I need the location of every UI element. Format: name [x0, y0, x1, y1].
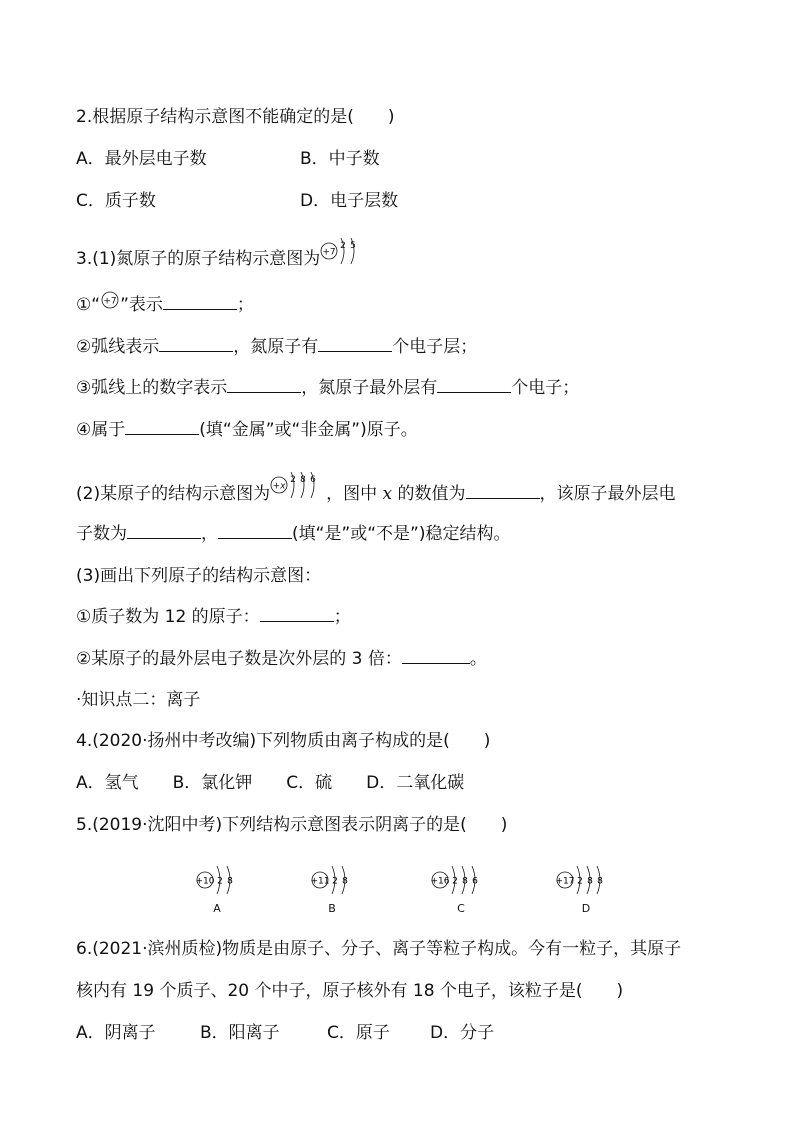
text: 子数为	[76, 524, 127, 544]
question-4-stem: 4.(2020·扬州中考改编)下列物质由离子构成的是( )	[76, 731, 491, 751]
q6-option-a: A．阴离子	[76, 1023, 156, 1043]
q3-part1-intro	[76, 241, 366, 271]
nucleus-charge: +17	[555, 876, 575, 887]
text: ”表示	[120, 295, 163, 315]
q3-part3-stem: (3)画出下列原子的结构示意图：	[76, 566, 322, 586]
text: (填“是”或“不是”)稳定结构。	[292, 524, 511, 544]
text: ，	[201, 524, 218, 544]
text: ，图中	[326, 484, 378, 504]
nitrogen-atom-diagram	[320, 235, 366, 269]
q3-item-1	[76, 293, 254, 317]
shell-electrons: 8	[597, 876, 603, 887]
text: 的数值为	[397, 484, 466, 504]
shell-electrons: 2	[340, 241, 347, 251]
question-2-stem: 2.根据原子结构示意图不能确定的是( )	[76, 107, 395, 127]
text: 。	[469, 649, 487, 669]
answer-blank[interactable]	[125, 418, 199, 435]
answer-blank[interactable]	[159, 335, 233, 352]
text: ；	[333, 607, 351, 627]
q3-part3-item-2	[76, 647, 487, 671]
shell-electrons: 2	[452, 876, 458, 887]
shell-electrons: 6	[472, 876, 478, 887]
q6-option-d: D．分子	[430, 1023, 495, 1043]
text: 个电子层；	[392, 337, 478, 357]
shell-electrons: 8	[462, 876, 468, 887]
shell-electrons: 2	[217, 876, 223, 887]
text: ①质子数为 12 的原子：	[76, 607, 260, 627]
nucleus-charge: +x	[272, 481, 286, 492]
text: ；	[236, 295, 254, 315]
variable-x: x	[382, 484, 393, 504]
shell-electrons: 2	[332, 876, 338, 887]
q6-option-b: B．阳离子	[200, 1023, 280, 1043]
shell-electrons: 8	[587, 876, 593, 887]
text: ①“	[76, 295, 101, 315]
diagram-c	[431, 866, 479, 915]
answer-blank[interactable]	[318, 335, 392, 352]
shell-electrons: 8	[227, 876, 233, 887]
q2-option-a: A．最外层电子数	[76, 149, 207, 169]
answer-blank[interactable]	[227, 376, 301, 393]
q3-item-2	[76, 335, 477, 359]
text: 个电子；	[511, 378, 580, 398]
question-6-line1: 6.(2021·滨州质检)物质是由原子、分子、离子等粒子构成。今有一粒子，其原子	[76, 939, 682, 959]
q6-option-c: C．原子	[327, 1023, 390, 1043]
diagram-b	[311, 866, 349, 915]
shell-electrons: 2	[290, 475, 296, 485]
nucleus-charge: +7	[103, 296, 117, 307]
diagram-d	[556, 866, 604, 915]
answer-blank[interactable]	[127, 522, 201, 539]
q5-diagrams	[180, 852, 620, 918]
q4-options: A．氢气 B．氯化钾 C．硫 D．二氧化碳	[76, 773, 465, 793]
nucleus-charge: +11	[310, 876, 330, 887]
q3-part2-line1	[76, 475, 676, 506]
nucleus-symbol	[100, 290, 120, 310]
q2-option-b: B．中子数	[300, 149, 380, 169]
shell-electrons: 6	[310, 475, 316, 485]
diagram-label: D	[581, 902, 591, 915]
diagram-label: B	[328, 902, 336, 915]
shell-electrons: 8	[300, 475, 306, 485]
answer-blank[interactable]	[466, 482, 540, 499]
shell-electrons: 2	[577, 876, 583, 887]
answer-blank[interactable]	[218, 522, 292, 539]
answer-blank[interactable]	[402, 647, 470, 664]
diagram-label: C	[457, 902, 465, 915]
answer-blank[interactable]	[260, 605, 334, 622]
q3-part2-line2	[76, 522, 511, 546]
answer-blank[interactable]	[163, 293, 237, 310]
q3-item-3	[76, 376, 579, 400]
q3-part1-text: 3.(1)氮原子的原子结构示意图为	[76, 249, 321, 269]
text: ②某原子的最外层电子数是次外层的 3 倍：	[76, 649, 402, 669]
text: ④属于	[76, 420, 126, 440]
text: (2)某原子的结构示意图为	[76, 484, 271, 504]
answer-blank[interactable]	[437, 376, 511, 393]
q2-option-d: D．电子层数	[300, 191, 399, 211]
question-5-stem: 5.(2019·沈阳中考)下列结构示意图表示阴离子的是( )	[76, 815, 508, 835]
q2-option-c: C．质子数	[76, 191, 156, 211]
q3-item-4	[76, 418, 418, 442]
diagram-label: A	[213, 902, 221, 915]
text: ，氮原子有	[233, 337, 319, 357]
diagram-a	[196, 866, 234, 915]
unknown-atom-diagram	[270, 469, 326, 503]
nucleus-charge: +7	[322, 247, 336, 258]
text: ③弧线上的数字表示	[76, 378, 228, 398]
text: ，该原子最外层电	[539, 484, 676, 504]
section-heading: ·知识点二：离子	[76, 690, 201, 710]
nucleus-charge: +16	[430, 876, 450, 887]
shell-electrons: 8	[342, 876, 348, 887]
text: ，氮原子最外层有	[301, 378, 438, 398]
shell-electrons: 5	[350, 241, 357, 251]
text: ②弧线表示	[76, 337, 160, 357]
text: (填“金属”或“非金属”)原子。	[199, 420, 418, 440]
q3-part3-item-1	[76, 605, 351, 629]
question-6-line2: 核内有 19 个质子、20 个中子，原子核外有 18 个电子，该粒子是( )	[76, 981, 624, 1001]
nucleus-charge: +10	[195, 876, 215, 887]
